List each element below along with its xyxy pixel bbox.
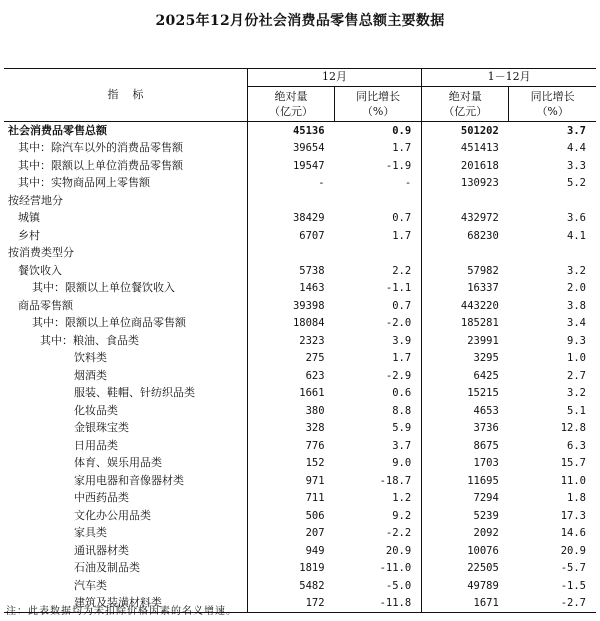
month-yoy-cell: [335, 245, 422, 263]
ytd-yoy-cell: 6.3: [567, 439, 586, 452]
row-label: 汽车类: [74, 578, 107, 592]
ytd-abs-cell: 68230: [422, 227, 509, 245]
month-yoy-cell: 0.7: [392, 299, 412, 312]
row-label: 社会消费品零售总额: [8, 123, 107, 137]
month-abs-cell: 1463: [247, 280, 334, 298]
row-label: 化妆品类: [74, 403, 118, 417]
month-abs-cell: 152: [247, 455, 334, 473]
table-row: [4, 192, 596, 210]
table-row: [4, 490, 596, 508]
row-label: 中西药品类: [74, 491, 129, 504]
month-abs-cell: [247, 245, 334, 263]
table-row: [4, 140, 596, 158]
month-abs-cell: 949: [247, 542, 334, 560]
ytd-abs-cell: 22505: [422, 560, 509, 578]
ytd-yoy-cell: 3.4: [567, 317, 586, 329]
table-row: [4, 507, 596, 525]
ytd-abs-cell: 201618: [422, 157, 509, 175]
ytd-abs-cell: 451413: [422, 140, 509, 158]
table-row: [4, 262, 596, 280]
row-label: 其中：限额以上单位消费品零售额: [18, 158, 183, 172]
month-yoy-cell: -5.0: [385, 579, 412, 592]
ytd-yoy-cell: 2.0: [567, 282, 586, 294]
ytd-yoy-cell: [509, 245, 596, 263]
row-label: 金银珠宝类: [74, 421, 129, 434]
ytd-group-header: 1－12月: [422, 69, 596, 87]
ytd-yoy-cell: 1.0: [567, 352, 586, 364]
ytd-abs-cell: 5239: [422, 507, 509, 525]
month-yoy-cell: 0.9: [392, 124, 412, 137]
row-label: 其中：限额以上单位商品零售额: [32, 316, 186, 329]
month-yoy-cell: -18.7: [379, 474, 412, 487]
month-yoy-cell: 9.2: [392, 509, 412, 522]
ytd-abs-cell: 7294: [422, 490, 509, 508]
month-abs-cell: 2323: [247, 332, 334, 350]
row-label: 乡村: [18, 228, 40, 242]
ytd-yoy-cell: 11.0: [560, 474, 586, 487]
month-yoy-cell: 3.7: [392, 439, 412, 452]
month-yoy-cell: -2.0: [385, 317, 412, 329]
month-yoy-cell: 5.9: [392, 422, 412, 434]
ytd-abs-cell: 15215: [422, 385, 509, 403]
row-label: 其中：限额以上单位餐饮收入: [32, 281, 175, 294]
ytd-yoy-cell: 3.6: [567, 212, 586, 224]
ytd-abs-cell: 23991: [422, 332, 509, 350]
table-row: [4, 350, 596, 368]
month-abs-cell: 45136: [247, 122, 334, 140]
ytd-yoy-cell: 2.7: [567, 369, 586, 382]
ytd-abs-cell: 432972: [422, 210, 509, 228]
ytd-abs-cell: 501202: [422, 122, 509, 140]
month-abs-cell: 623: [247, 367, 334, 385]
row-label: 按消费类型分: [8, 246, 74, 259]
month-abs-cell: 1819: [247, 560, 334, 578]
ytd-yoy-cell: [509, 192, 596, 210]
ytd-yoy-cell: 5.2: [567, 177, 586, 189]
row-label: 其中：粮油、食品类: [40, 333, 139, 347]
ytd-abs-header: 绝对量 （亿元）: [422, 87, 509, 122]
ytd-yoy-cell: 15.7: [560, 457, 586, 469]
month-yoy-cell: 1.2: [392, 492, 412, 504]
month-yoy-cell: 3.9: [392, 334, 412, 347]
table-row: [4, 297, 596, 315]
row-label: 其中：除汽车以外的消费品零售额: [18, 141, 183, 154]
ytd-yoy-cell: 3.8: [567, 299, 586, 312]
ytd-yoy-cell: 14.6: [560, 527, 586, 539]
ytd-yoy-cell: 3.2: [567, 264, 586, 277]
table-row: [4, 455, 596, 473]
month-yoy-header: 同比增长 （%）: [335, 87, 422, 122]
table-row: [4, 175, 596, 193]
month-abs-cell: 275: [247, 350, 334, 368]
ytd-abs-cell: 443220: [422, 297, 509, 315]
month-abs-cell: 5482: [247, 577, 334, 595]
month-abs-cell: 506: [247, 507, 334, 525]
row-label: 家具类: [74, 526, 107, 539]
row-label: 石油及制品类: [74, 561, 140, 574]
month-abs-cell: 5738: [247, 262, 334, 280]
row-label: 体育、娱乐用品类: [74, 456, 162, 469]
ytd-yoy-cell: 17.3: [560, 509, 586, 522]
page-title: 2025年12月份社会消费品零售总额主要数据: [155, 13, 445, 29]
ytd-yoy-cell: 1.8: [567, 492, 586, 504]
month-abs-cell: 18084: [247, 315, 334, 333]
ytd-yoy-cell: -2.7: [509, 595, 596, 613]
month-abs-cell: 19547: [247, 157, 334, 175]
table-row: [4, 122, 596, 140]
row-label: 城镇: [18, 211, 40, 224]
month-abs-cell: 328: [247, 420, 334, 438]
ytd-abs-cell: 8675: [422, 437, 509, 455]
table-row: [4, 227, 596, 245]
month-abs-cell: 971: [247, 472, 334, 490]
month-abs-cell: 380: [247, 402, 334, 420]
month-yoy-cell: 1.7: [392, 142, 412, 154]
month-yoy-cell: [335, 192, 422, 210]
ytd-abs-cell: 10076: [422, 542, 509, 560]
month-abs-cell: 711: [247, 490, 334, 508]
ytd-abs-cell: [422, 245, 509, 263]
table-row: [4, 420, 596, 438]
ytd-abs-cell: 130923: [422, 175, 509, 193]
ytd-abs-cell: 6425: [422, 367, 509, 385]
ytd-yoy-cell: 12.8: [560, 422, 586, 434]
ytd-yoy-cell: 3.3: [567, 159, 586, 172]
month-yoy-cell: 8.8: [392, 404, 412, 417]
table-row: [4, 577, 596, 595]
month-yoy-cell: 1.7: [392, 352, 412, 364]
month-yoy-cell: 1.7: [392, 229, 412, 242]
month-yoy-cell: -1.9: [385, 159, 412, 172]
table-row: [4, 385, 596, 403]
table-row: [4, 245, 596, 263]
month-yoy-cell: 20.9: [385, 544, 412, 557]
table-row: [4, 472, 596, 490]
month-abs-cell: 38429: [247, 210, 334, 228]
ytd-yoy-cell: -5.7: [560, 562, 586, 574]
month-yoy-cell: 0.6: [392, 387, 412, 399]
table-row: [4, 402, 596, 420]
ytd-yoy-cell: 3.7: [567, 124, 586, 137]
ytd-yoy-cell: 20.9: [560, 544, 586, 557]
month-abs-cell: 39398: [247, 297, 334, 315]
ytd-abs-cell: 57982: [422, 262, 509, 280]
table-row: [4, 210, 596, 228]
ytd-abs-cell: 16337: [422, 280, 509, 298]
row-label: 烟酒类: [74, 368, 107, 382]
row-label: 文化办公用品类: [74, 508, 151, 522]
row-label: 其中：实物商品网上零售额: [18, 176, 150, 189]
ytd-abs-cell: 3736: [422, 420, 509, 438]
month-abs-cell: 207: [247, 525, 334, 543]
row-label: 餐饮收入: [18, 263, 62, 277]
row-label: 日用品类: [74, 438, 118, 452]
month-abs-cell: 172: [247, 595, 334, 613]
month-yoy-cell: -2.9: [385, 369, 412, 382]
month-abs-cell: 6707: [247, 227, 334, 245]
ytd-abs-cell: [422, 192, 509, 210]
ytd-yoy-header: 同比增长 （%）: [509, 87, 596, 122]
row-label: 通讯器材类: [74, 543, 129, 557]
ytd-yoy-cell: -1.5: [560, 579, 586, 592]
row-label: 按经营地分: [8, 193, 63, 207]
row-label: 商品零售额: [18, 298, 73, 312]
month-abs-cell: 1661: [247, 385, 334, 403]
table-row: [4, 332, 596, 350]
footnote: 注：此表数据均为未扣除价格因素的名义增速。: [6, 606, 237, 617]
row-label: 饮料类: [74, 351, 107, 364]
table-row: [4, 315, 596, 333]
table-row: [4, 560, 596, 578]
table-row: [4, 367, 596, 385]
month-abs-cell: 776: [247, 437, 334, 455]
ytd-abs-cell: 2092: [422, 525, 509, 543]
month-abs-cell: [247, 192, 334, 210]
ytd-abs-cell: 3295: [422, 350, 509, 368]
month-yoy-cell: 0.7: [392, 212, 412, 224]
table-row: [4, 525, 596, 543]
month-yoy-cell: -11.8: [335, 595, 422, 613]
month-abs-header: 绝对量 （亿元）: [247, 87, 334, 122]
ytd-yoy-cell: 4.1: [567, 229, 586, 242]
ytd-abs-cell: 1703: [422, 455, 509, 473]
table-row: [4, 437, 596, 455]
row-label: 家用电器和音像器材类: [74, 473, 184, 487]
table-row: [4, 280, 596, 298]
table-row: [4, 542, 596, 560]
ytd-yoy-cell: 5.1: [567, 404, 586, 417]
ytd-yoy-cell: 4.4: [567, 142, 586, 154]
ytd-abs-cell: 4653: [422, 402, 509, 420]
month-abs-cell: -: [247, 175, 334, 193]
month-yoy-cell: 9.0: [392, 457, 412, 469]
ytd-yoy-cell: 3.2: [567, 387, 586, 399]
month-group-header: 12月: [247, 69, 421, 87]
month-yoy-cell: -1.1: [385, 282, 412, 294]
ytd-abs-cell: 1671: [422, 595, 509, 613]
month-yoy-cell: -11.0: [379, 562, 412, 574]
retail-sales-table: [4, 68, 596, 613]
month-yoy-cell: 2.2: [392, 264, 412, 277]
row-label: 建筑及装潢材料类: [4, 595, 247, 613]
month-abs-cell: 39654: [247, 140, 334, 158]
ytd-abs-cell: 11695: [422, 472, 509, 490]
indicator-header: 指标: [4, 69, 247, 122]
table-row: [4, 157, 596, 175]
ytd-yoy-cell: 9.3: [567, 334, 586, 347]
month-yoy-cell: -2.2: [385, 527, 412, 539]
row-label: 服装、鞋帽、针纺织品类: [74, 386, 195, 399]
ytd-abs-cell: 49789: [422, 577, 509, 595]
ytd-abs-cell: 185281: [422, 315, 509, 333]
month-yoy-cell: -: [404, 177, 412, 189]
